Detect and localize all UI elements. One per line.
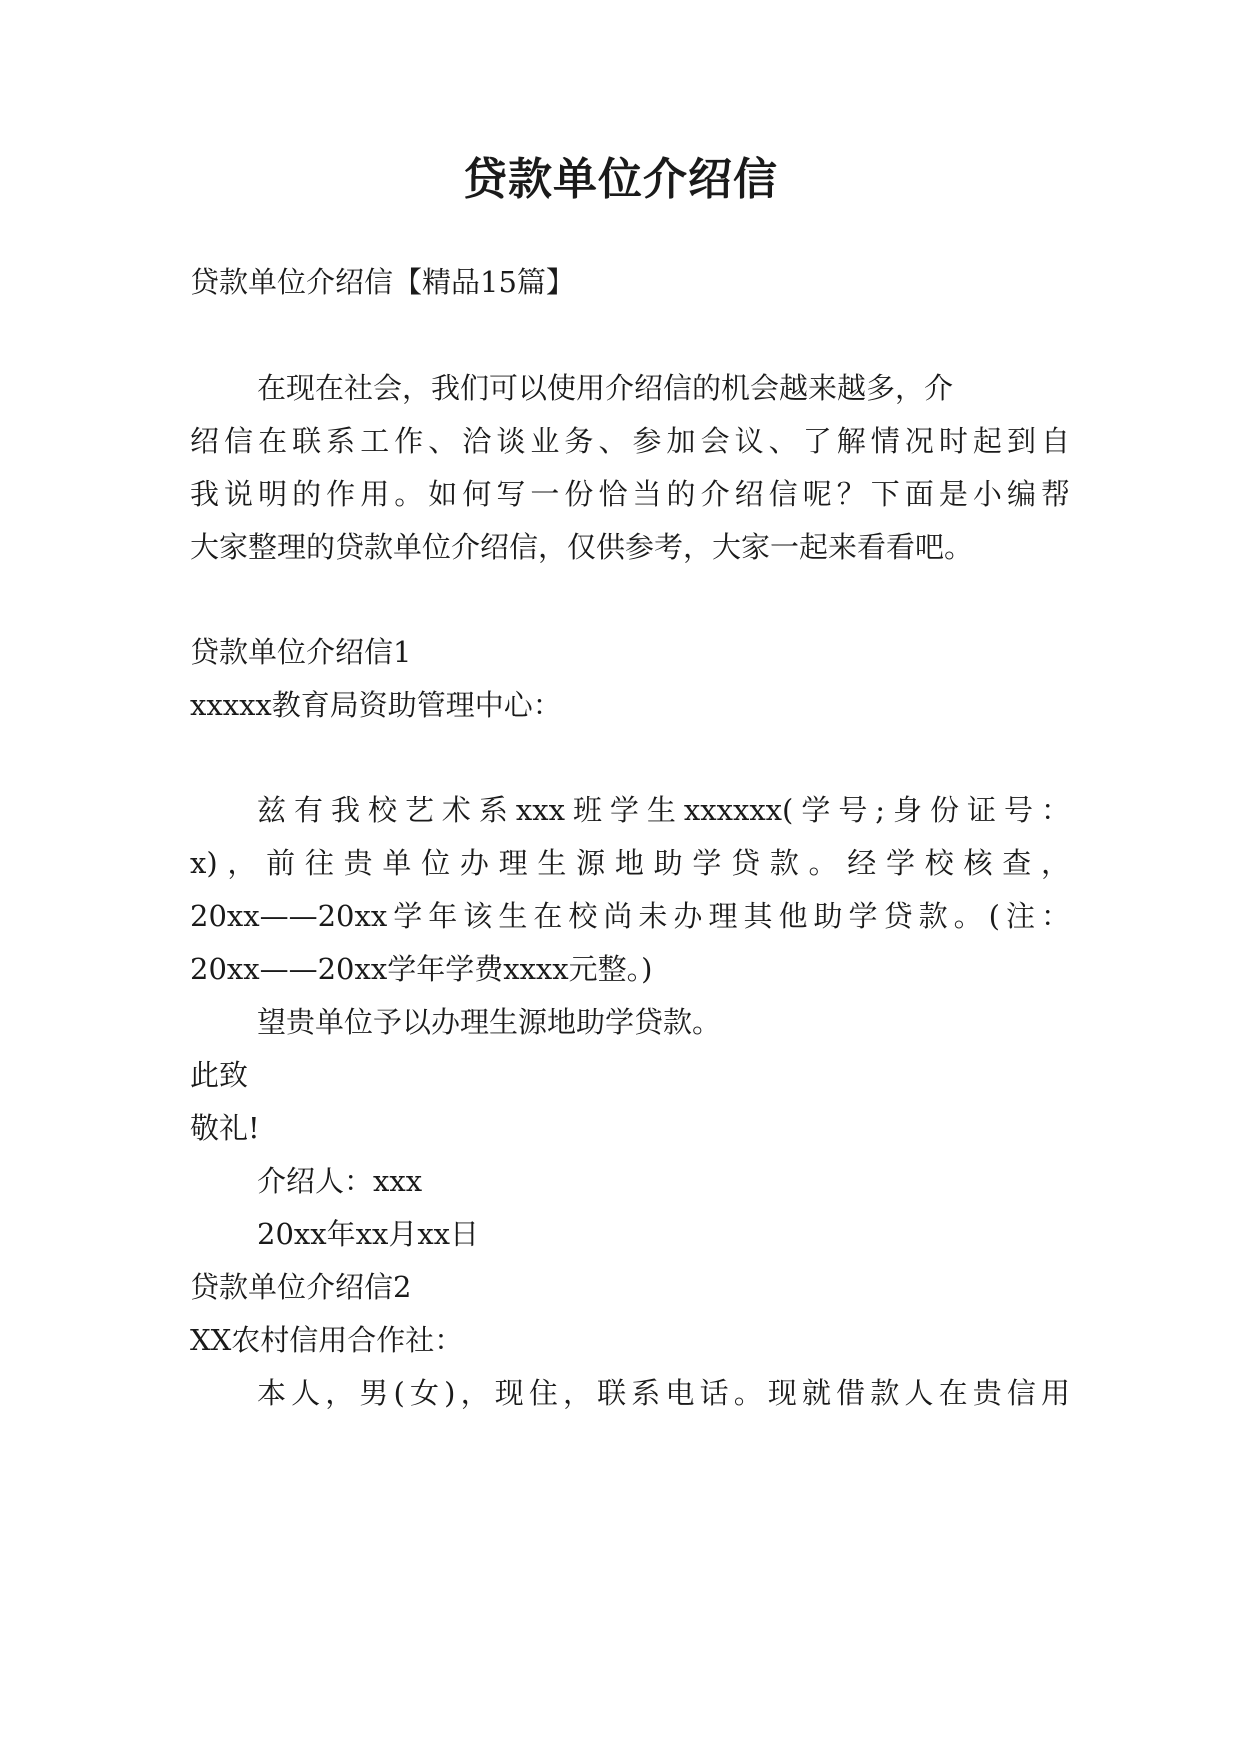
intro-line-1: 在现在社会，我们可以使用介绍信的机会越来越多，介 xyxy=(257,371,954,405)
letter1-closing-1: 此致 xyxy=(190,1058,249,1092)
letter1-body-line-4: 20xx——20xx学年学费xxxx元整。) xyxy=(190,952,653,986)
letter1-signer: 介绍人：xxx xyxy=(257,1164,423,1198)
letter1-date: 20xx年xx月xx日 xyxy=(257,1217,480,1251)
intro-line-3: 我说明的作用。如何写一份恰当的介绍信呢？下面是小编帮 xyxy=(190,477,1070,511)
letter1-body-line-3: 20xx——20xx学年该生在校尚未办理其他助学贷款。(注： xyxy=(190,899,1070,933)
letter1-body-line-1: 兹有我校艺术系xxx班学生xxxxxx(学号;身份证号： xyxy=(257,793,1070,827)
letter1-closing-2: 敬礼! xyxy=(190,1111,260,1145)
letter1-recipient: xxxxx教育局资助管理中心： xyxy=(190,688,562,722)
document-title: 贷款单位介绍信 xyxy=(463,154,778,205)
intro-line-4: 大家整理的贷款单位介绍信，仅供参考，大家一起来看看吧。 xyxy=(190,530,974,564)
letter1-body-line-2: x)，前往贵单位办理生源地助学贷款。经学校核查， xyxy=(190,846,1070,880)
letter2-recipient: XX农村信用合作社： xyxy=(190,1323,464,1357)
letter1-request: 望贵单位予以办理生源地助学贷款。 xyxy=(257,1005,722,1039)
letter1-heading: 贷款单位介绍信1 xyxy=(190,635,412,669)
document-subtitle: 贷款单位介绍信【精品15篇】 xyxy=(190,265,575,299)
intro-line-2: 绍信在联系工作、洽谈业务、参加会议、了解情况时起到自 xyxy=(190,424,1070,458)
letter2-body-line-1: 本人，男(女)，现住，联系电话。现就借款人在贵信用 xyxy=(257,1376,1070,1410)
letter2-heading: 贷款单位介绍信2 xyxy=(190,1270,412,1304)
